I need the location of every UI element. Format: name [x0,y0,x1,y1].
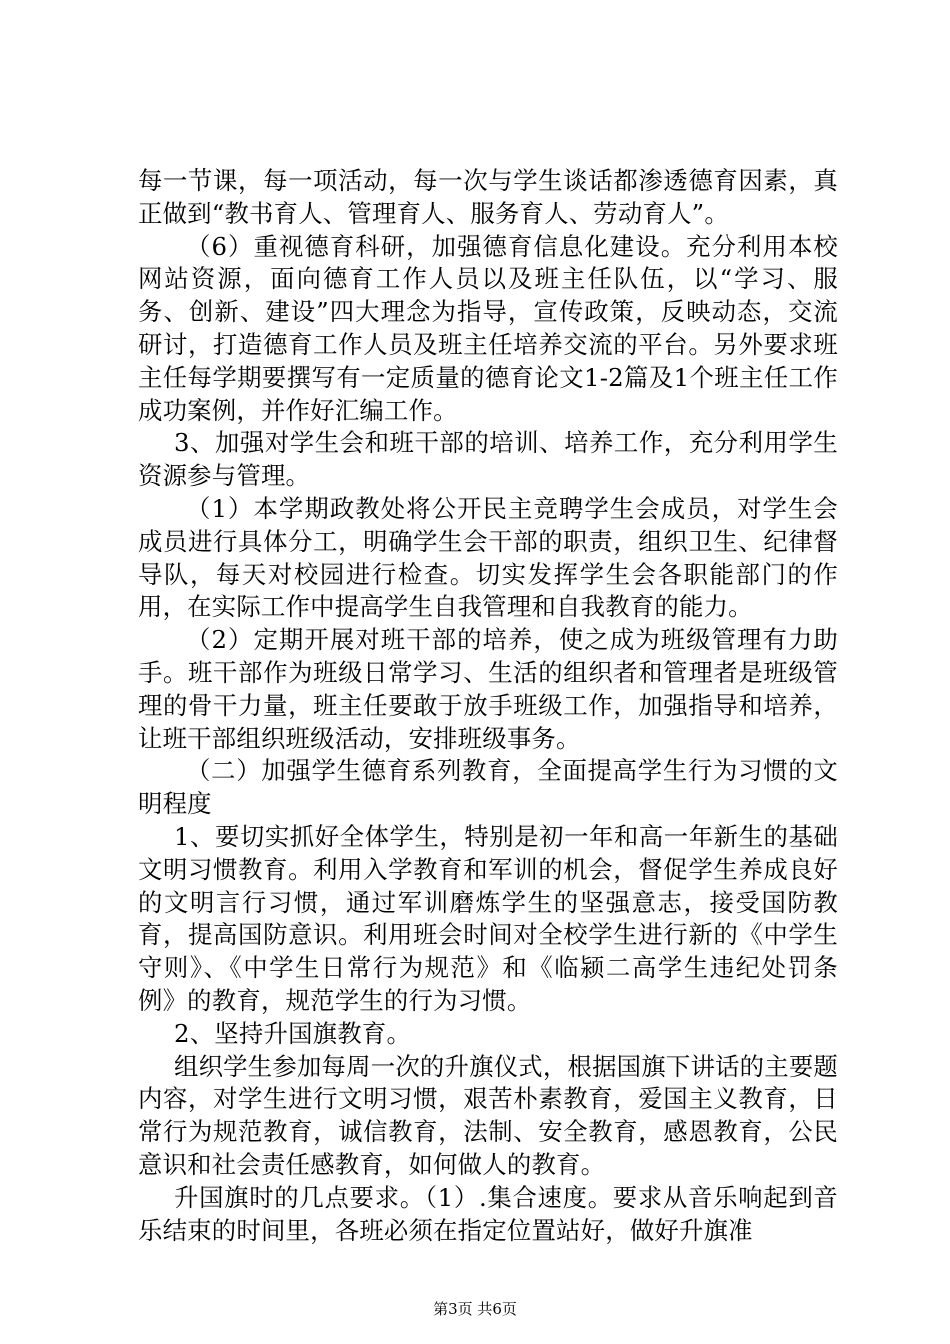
paragraph-item-2: （2）定期开展对班干部的培养，使之成为班级管理有力助手。班干部作为班级日常学习、生活的组织者和管理者是班级管理的骨干力量，班主任要敢于放手班级工作，加强指导和培养，让班干部组织班级活动，安排班级事务。 [138,625,838,753]
paragraph-point-1: 1、要切实抓好全体学生，特别是初一年和高一年新生的基础文明习惯教育。利用入学教育和军训的机会，督促学生养成良好的文明言行习惯，通过军训磨炼学生的坚强意志，接受国防教育，提高国防意识。利用班会时间对全校学生进行新的《中学生守则》、《中学生日常行为规范》和《临颍二高学生违纪处罚条例》的教育，规范学生的行为习惯。 [138,821,838,1015]
section-heading-2: （二）加强学生德育系列教育，全面提高学生行为习惯的文明程度 [138,756,838,819]
paragraph-section-3: 3、加强对学生会和班干部的培训、培养工作，充分利用学生资源参与管理。 [138,428,838,491]
document-body [138,165,838,1247]
paragraph-point-2: 2、坚持升国旗教育。 [174,1018,412,1048]
paragraph-item-6: （6）重视德育科研，加强德育信息化建设。充分利用本校网站资源，面向德育工作人员以及班主任队伍，以“学习、服务、创新、建设”四大理念为指导，宣传政策，反映动态，交流研讨，打造德育工作人员及班主任培养交流的平台。另外要求班主任每学期要撰写有一定质量的德育论文1-2篇及1个班主任工作成功案例，并作好汇编工作。 [138,231,838,425]
paragraph-continuation: 每一节课，每一项活动，每一次与学生谈话都渗透德育因素，真正做到“教书育人、管理育人、服务育人、劳动育人”。 [138,166,838,228]
paragraph-item-1: （1）本学期政教处将公开民主竞聘学生会成员，对学生会成员进行具体分工，明确学生会干部的职责，组织卫生、纪律督导队，每天对校园进行检查。切实发挥学生会各职能部门的作用，在实际工作中提高学生自我管理和自我教育的能力。 [138,493,838,622]
paragraph-flag-requirements: 升国旗时的几点要求。（1）.集合速度。要求从音乐响起到音乐结束的时间里，各班必须在指定位置站好，做好升旗准 [138,1182,838,1245]
page-number-footer: 第3页 共6页 [433,1300,517,1318]
paragraph-flag-ceremony: 组织学生参加每周一次的升旗仪式，根据国旗下讲话的主要题内容，对学生进行文明习惯，艰苦朴素教育，爱国主义教育，日常行为规范教育，诚信教育，法制、安全教育，感恩教育，公民意识和社会责任感教育，如何做人的教育。 [138,1051,838,1179]
